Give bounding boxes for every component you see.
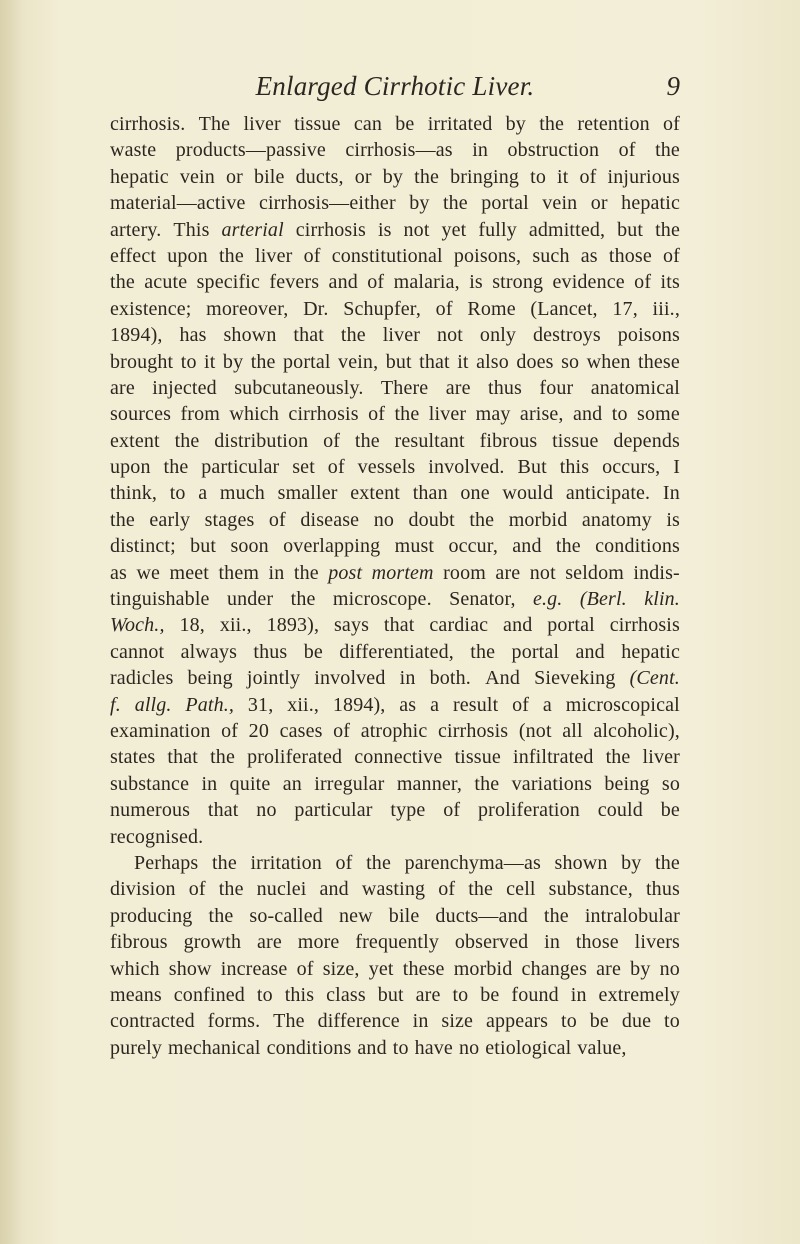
text-line: think, to a much smaller extent than one would anticipate. In: [110, 482, 680, 505]
text-line: material—active cirrhosis—either by the portal vein or hepatic: [110, 192, 680, 215]
page-edge-shadow: [0, 0, 22, 1244]
text-line: the acute specific fevers and of malaria, is strong evidence of its: [110, 271, 680, 294]
text-line: artery. This arterial cirrhosis is not yet fully admitted, but the: [110, 218, 680, 241]
text-line: effect upon the liver of constitutional poisons, such as those of: [110, 244, 680, 267]
text-line: f. allg. Path., 31, xii., 1894), as a result of a microscopical: [110, 693, 680, 716]
text-line: which show increase of size, yet these morbid changes are by no: [110, 957, 680, 980]
text-line: as we meet them in the post mortem room are not seldom indis-: [110, 561, 680, 584]
text-line: numerous that no particular type of proliferation could be: [110, 799, 680, 822]
text-line: cirrhosis. The liver tissue can be irritated by the retention of: [110, 113, 680, 135]
text-line: radicles being jointly involved in both. And Sieveking (Cent.: [110, 667, 680, 690]
text-line: cannot always thus be differentiated, the portal and hepatic: [110, 640, 680, 663]
text-line: examination of 20 cases of atrophic cirrhosis (not all alcoholic),: [110, 719, 680, 742]
text-line: sources from which cirrhosis of the liver may arise, and to some: [110, 403, 680, 426]
text-line: extent the distribution of the resultant fibrous tissue depends: [110, 429, 680, 452]
text-line: substance in quite an irregular manner, the variations being so: [110, 772, 680, 795]
text-line: purely mechanical conditions and to have no etiological value,: [110, 1036, 627, 1059]
text-line: contracted forms. The difference in size appears to be due to: [110, 1010, 680, 1033]
body-text: [110, 111, 680, 1061]
text-line: fibrous growth are more frequently observed in those livers: [110, 931, 680, 954]
page-number: 9: [666, 71, 680, 101]
text-line: waste products—passive cirrhosis—as in obstruction of the: [110, 139, 680, 162]
text-line: division of the nuclei and wasting of the cell substance, thus: [110, 878, 680, 901]
text-line: brought to it by the portal vein, but that it also does so when these: [110, 350, 680, 373]
text-line: distinct; but soon overlapping must occur, and the conditions: [110, 535, 680, 558]
running-head: [110, 68, 680, 104]
text-line: producing the so-called new bile ducts—and the intralobular: [110, 904, 680, 927]
text-line: upon the particular set of vessels involved. But this occurs, I: [110, 456, 680, 479]
text-line: states that the proliferated connective tissue infiltrated the liver: [110, 746, 680, 769]
text-line: Woch., 18, xii., 1893), says that cardiac and portal cirrhosis: [110, 614, 680, 637]
text-line: recognised.: [110, 825, 204, 848]
text-line: are injected subcutaneously. There are thus four anatomical: [110, 376, 680, 399]
text-line: Perhaps the irritation of the parenchyma—as shown by the: [134, 851, 680, 874]
text-line: 1894), has shown that the liver not only destroys poisons: [110, 324, 680, 347]
running-title: Enlarged Cirrhotic Liver.: [255, 71, 535, 101]
text-line: the early stages of disease no doubt the morbid anatomy is: [110, 508, 680, 531]
text-line: tinguishable under the microscope. Senator, e.g. (Berl. klin.: [110, 588, 680, 611]
text-line: existence; moreover, Dr. Schupfer, of Rome (Lancet, 17, iii.,: [110, 297, 680, 320]
text-line: hepatic vein or bile ducts, or by the bringing to it of injurious: [110, 165, 680, 188]
text-line: means confined to this class but are to be found in extremely: [110, 983, 680, 1006]
